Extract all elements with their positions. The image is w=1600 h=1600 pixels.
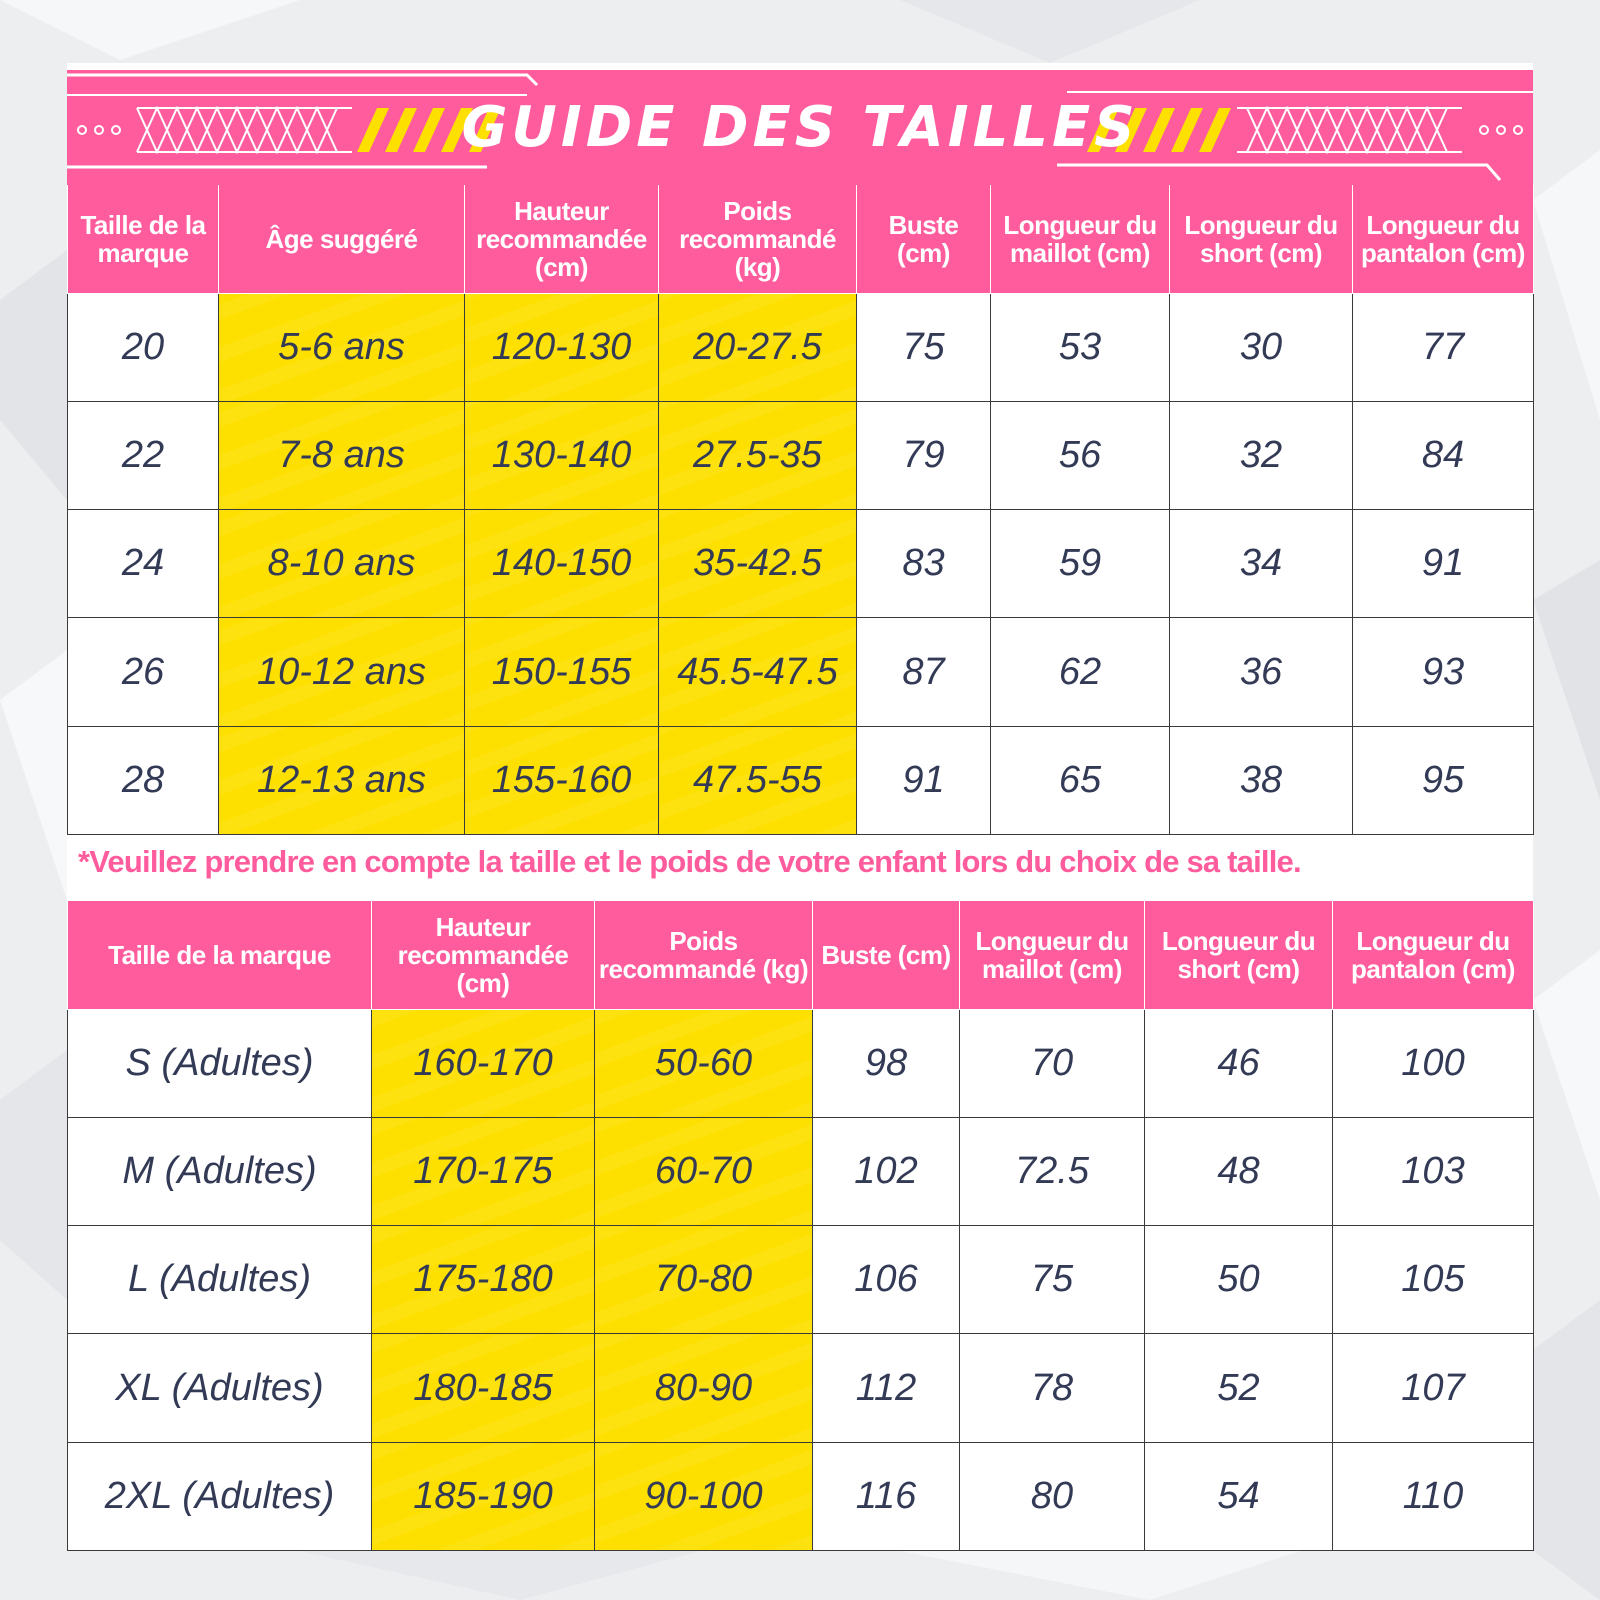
table-cell: 8-10 ans: [219, 510, 465, 618]
table-cell: 2XL (Adultes): [68, 1442, 372, 1550]
table-cell: 87: [857, 618, 991, 726]
table-cell: 84: [1353, 401, 1534, 509]
table-cell: 180-185: [372, 1334, 595, 1442]
table-cell: 160-170: [372, 1009, 595, 1117]
table-cell: 116: [813, 1442, 960, 1550]
table-cell: 22: [68, 401, 219, 509]
table-cell: 26: [68, 618, 219, 726]
table-cell: XL (Adultes): [68, 1334, 372, 1442]
table-row: [68, 293, 1534, 401]
table-cell: 12-13 ans: [219, 726, 465, 834]
table-cell: 34: [1170, 510, 1353, 618]
column-header: Buste (cm): [857, 185, 991, 293]
table-cell: 102: [813, 1117, 960, 1225]
table-cell: 105: [1333, 1226, 1534, 1334]
table-cell: 70: [960, 1009, 1145, 1117]
table-cell: 112: [813, 1334, 960, 1442]
table-cell: 175-180: [372, 1226, 595, 1334]
table-cell: 155-160: [465, 726, 659, 834]
table-cell: 7-8 ans: [219, 401, 465, 509]
table-cell: 20-27.5: [659, 293, 857, 401]
table-cell: 50-60: [595, 1009, 813, 1117]
table-cell: 46: [1145, 1009, 1333, 1117]
table-header-row: [68, 185, 1534, 293]
column-header: Buste (cm): [813, 901, 960, 1009]
table-cell: 20: [68, 293, 219, 401]
table-cell: 27.5-35: [659, 401, 857, 509]
column-header: Longueur du short (cm): [1170, 185, 1353, 293]
table-cell: 72.5: [960, 1117, 1145, 1225]
column-header: Taille de la marque: [68, 901, 372, 1009]
table-cell: 98: [813, 1009, 960, 1117]
table-cell: 103: [1333, 1117, 1534, 1225]
table-cell: S (Adultes): [68, 1009, 372, 1117]
table-row: [68, 1117, 1534, 1225]
table-cell: 110: [1333, 1442, 1534, 1550]
table-cell: 79: [857, 401, 991, 509]
table-cell: 59: [991, 510, 1170, 618]
table-row: [68, 1442, 1534, 1550]
column-header: Longueur du maillot (cm): [991, 185, 1170, 293]
table-cell: 120-130: [465, 293, 659, 401]
table-cell: 70-80: [595, 1226, 813, 1334]
table-cell: 130-140: [465, 401, 659, 509]
table-cell: 62: [991, 618, 1170, 726]
table-cell: 48: [1145, 1117, 1333, 1225]
column-header: Longueur du pantalon (cm): [1333, 901, 1534, 1009]
table-cell: 170-175: [372, 1117, 595, 1225]
kids-size-table: [67, 185, 1534, 835]
table-row: [68, 401, 1534, 509]
column-header: Longueur du short (cm): [1145, 901, 1333, 1009]
table-row: [68, 726, 1534, 834]
table-cell: 60-70: [595, 1117, 813, 1225]
column-header: Âge suggéré: [219, 185, 465, 293]
table-cell: 185-190: [372, 1442, 595, 1550]
column-header: Taille de la marque: [68, 185, 219, 293]
table-cell: 28: [68, 726, 219, 834]
table-cell: 106: [813, 1226, 960, 1334]
column-header: Hauteur recommandée (cm): [465, 185, 659, 293]
table-cell: 77: [1353, 293, 1534, 401]
table-cell: L (Adultes): [68, 1226, 372, 1334]
table-cell: 35-42.5: [659, 510, 857, 618]
table-cell: 95: [1353, 726, 1534, 834]
table-cell: 90-100: [595, 1442, 813, 1550]
table-cell: 150-155: [465, 618, 659, 726]
sizing-note: *Veuillez prendre en compte la taille et le poids de votre enfant lors du choix de sa taille.: [78, 844, 1301, 879]
table-cell: M (Adultes): [68, 1117, 372, 1225]
table-row: [68, 1226, 1534, 1334]
table-cell: 10-12 ans: [219, 618, 465, 726]
table-cell: 100: [1333, 1009, 1534, 1117]
table-cell: 24: [68, 510, 219, 618]
banner: [67, 70, 1533, 185]
table-cell: 83: [857, 510, 991, 618]
column-header: Longueur du maillot (cm): [960, 901, 1145, 1009]
column-header: Hauteur recommandée (cm): [372, 901, 595, 1009]
table-header-row: [68, 901, 1534, 1009]
table-row: [68, 1334, 1534, 1442]
table-cell: 52: [1145, 1334, 1333, 1442]
table-cell: 80: [960, 1442, 1145, 1550]
table-cell: 53: [991, 293, 1170, 401]
table-cell: 50: [1145, 1226, 1333, 1334]
table-cell: 75: [960, 1226, 1145, 1334]
table-row: [68, 618, 1534, 726]
table-cell: 78: [960, 1334, 1145, 1442]
table-row: [68, 510, 1534, 618]
table-cell: 107: [1333, 1334, 1534, 1442]
table-cell: 80-90: [595, 1334, 813, 1442]
table-cell: 75: [857, 293, 991, 401]
table-cell: 91: [1353, 510, 1534, 618]
table-cell: 32: [1170, 401, 1353, 509]
table-cell: 5-6 ans: [219, 293, 465, 401]
table-cell: 38: [1170, 726, 1353, 834]
column-header: Longueur du pantalon (cm): [1353, 185, 1534, 293]
table-cell: 56: [991, 401, 1170, 509]
table-cell: 54: [1145, 1442, 1333, 1550]
table-row: [68, 1009, 1534, 1117]
adults-size-table: [67, 901, 1534, 1551]
table-cell: 30: [1170, 293, 1353, 401]
page-title: GUIDE DES TAILLES: [461, 95, 1139, 160]
table-cell: 91: [857, 726, 991, 834]
column-header: Poids recommandé (kg): [595, 901, 813, 1009]
table-cell: 65: [991, 726, 1170, 834]
column-header: Poids recommandé (kg): [659, 185, 857, 293]
table-cell: 93: [1353, 618, 1534, 726]
table-cell: 45.5-47.5: [659, 618, 857, 726]
table-cell: 36: [1170, 618, 1353, 726]
table-cell: 47.5-55: [659, 726, 857, 834]
table-cell: 140-150: [465, 510, 659, 618]
